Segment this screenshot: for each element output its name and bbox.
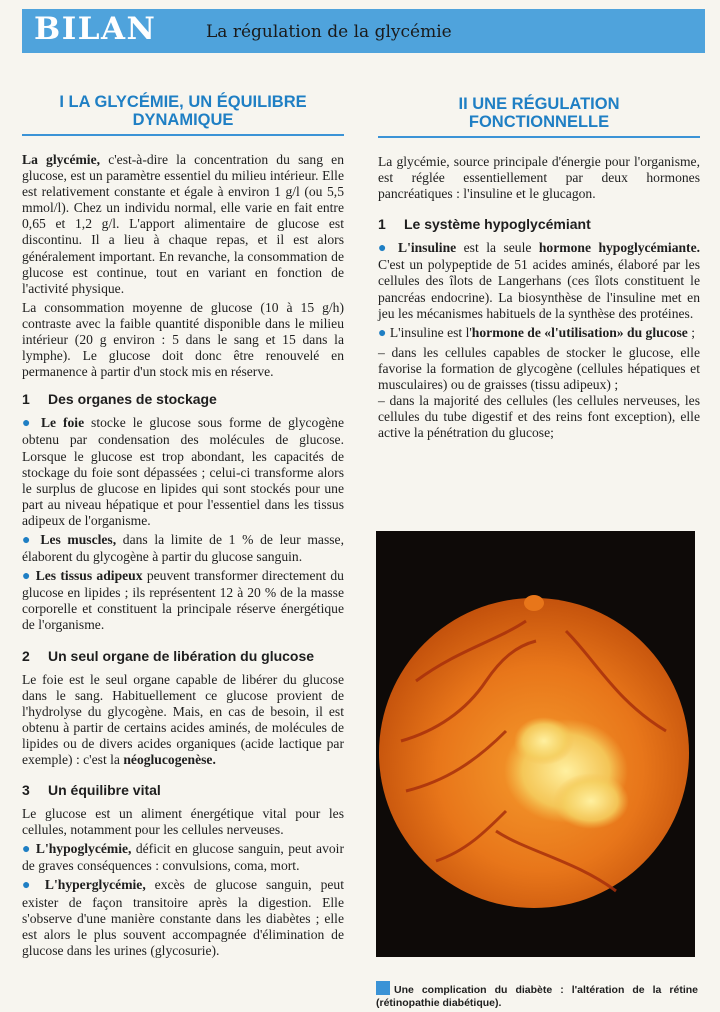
body-paragraph: Le foie est le seul organe capable de libérer du glucose dans le sang. Habituellement ce glucose provient de l'hydrolyse du glycogène. Mais, en cas de besoin, il est obtenu à partir de certains acides aminés, de molécules de lipides ou de divers acides organiques (acide lactique par exemple) : c'est la néoglucogenèse. [22, 671, 344, 767]
blue-bullet-icon: ● [22, 416, 34, 432]
figure-caption: Une complication du diabète : l'altération de la rétine (rétinopathie diabétique). [376, 981, 698, 1010]
blue-square-icon [376, 981, 390, 995]
retina-photo [376, 531, 695, 957]
section2-title: II UNE RÉGULATION FONCTIONNELLE [458, 95, 620, 131]
bullet-paragraph: ● L'hypoglycémie, déficit en glucose sanguin, peut avoir de graves conséquences : convulsions, coma, mort. [22, 841, 344, 874]
subsection-heading: 1 Des organes de stockage [22, 391, 217, 408]
bullet-paragraph: ● Le foie stocke le glucose sous forme de glycogène obtenu par condensation des molécules de glucose. Lorsque le glucose est trop abondant, les capacités de stockage du foie sont dépassées ; celui-ci transforme alors le surplus de glucose en lipides qui sont stockés pour une part au niveau hépatique et pour l'essentiel dans les tissus adipeux de l'organisme. [22, 415, 344, 528]
bullet-paragraph: ● Les tissus adipeux peuvent transformer directement du glucose en lipides ; ils représentent 12 à 20 % de la masse corporelle et constituent la principale réserve énergétique de l'organisme. [22, 568, 344, 633]
intro-paragraph: La glycémie, source principale d'énergie pour l'organisme, est réglée essentiellement par deux hormones pancréatiques : l'insuline et le glucagon. [378, 154, 700, 202]
blue-bullet-icon: ● [22, 569, 32, 585]
blue-bullet-icon: ● [22, 532, 34, 548]
section2-rule [378, 136, 700, 138]
header-title: La régulation de la glycémie [206, 22, 452, 42]
section1-title: I LA GLYCÉMIE, UN ÉQUILIBRE DYNAMIQUE [59, 93, 307, 129]
subsection-heading: 1 Le système hypoglycémiant [378, 216, 591, 233]
header-label: BILAN [34, 11, 157, 47]
bullet-paragraph: ● L'hyperglycémie, excès de glucose sanguin, peut exister de façon transitoire après la digestion. Elle s'observe d'une manière constante dans les diabètes ; elle est alors le plus souvent accompagnée d'élimination de glucose dans les urines (glycosurie). [22, 877, 344, 958]
section1-rule [22, 134, 344, 136]
list-item: – dans la majorité des cellules (les cellules nerveuses, les cellules du tube digestif et des reins font exception), elle active la pénétration du glucose; [378, 393, 700, 441]
subsection-heading: 2 Un seul organe de libération du glucose [22, 647, 315, 664]
blue-bullet-icon: ● [378, 325, 387, 341]
subsection-heading: 3 Un équilibre vital [22, 782, 161, 799]
right-column [378, 154, 700, 444]
blue-bullet-icon: ● [22, 878, 36, 894]
bullet-paragraph: ● Les muscles, dans la limite de 1 % de leur masse, élaborent du glycogène à partir du glucose sanguin. [22, 531, 344, 565]
bullet-paragraph: ● L'insuline est l'hormone de «l'utilisation» du glucose ; [378, 324, 695, 341]
list-item: – dans les cellules capables de stocker le glucose, elle favorise la formation de glycogène (cellules hépatiques et musculaires) ou de graisses (tissu adipeux) ; [378, 344, 700, 393]
bullet-paragraph: ● L'insuline est la seule hormone hypoglycémiante. C'est un polypeptide de 51 acides aminés, élaboré par les cellules des îlots de Langerhans (ces îlots constituent le pancréas endocrine). La biosynthèse de l'insuline met en jeu les mécanismes habituels de la synthèse des protéines. [378, 240, 701, 321]
intro-paragraph: La consommation moyenne de glucose (10 à 15 g/h) contraste avec la faible quantité disponible dans le milieu intérieur (20 g environ : 5 dans le sang et 15 dans la lymphe). Le glucose doit donc être renouvelé en permanence à partir d'un stock mis en réserve. [22, 299, 344, 380]
retina-illustration [376, 531, 695, 957]
page-header [22, 9, 705, 53]
intro-paragraph: La glycémie, c'est-à-dire la concentration du sang en glucose, est un paramètre essentiel du milieu intérieur. Elle est relativement constante et égale à environ 1 g/l (ou 5,5 mmol/l). Chez un individu normal, elle varie en fait entre 0,65 et 1,2 g/l. L'apport alimentaire de glucose est discontinu. Il a lieu à chaque repas, et il est alors généralement important. En revanche, la consommation de glucose est continue, tout en variant en fonction de l'activité physique. [22, 152, 344, 296]
left-column [22, 152, 344, 962]
blue-bullet-icon: ● [378, 241, 391, 257]
blue-bullet-icon: ● [22, 842, 32, 858]
body-paragraph: Le glucose est un aliment énergétique vital pour les cellules, notamment pour les cellules nerveuses. [22, 806, 344, 838]
